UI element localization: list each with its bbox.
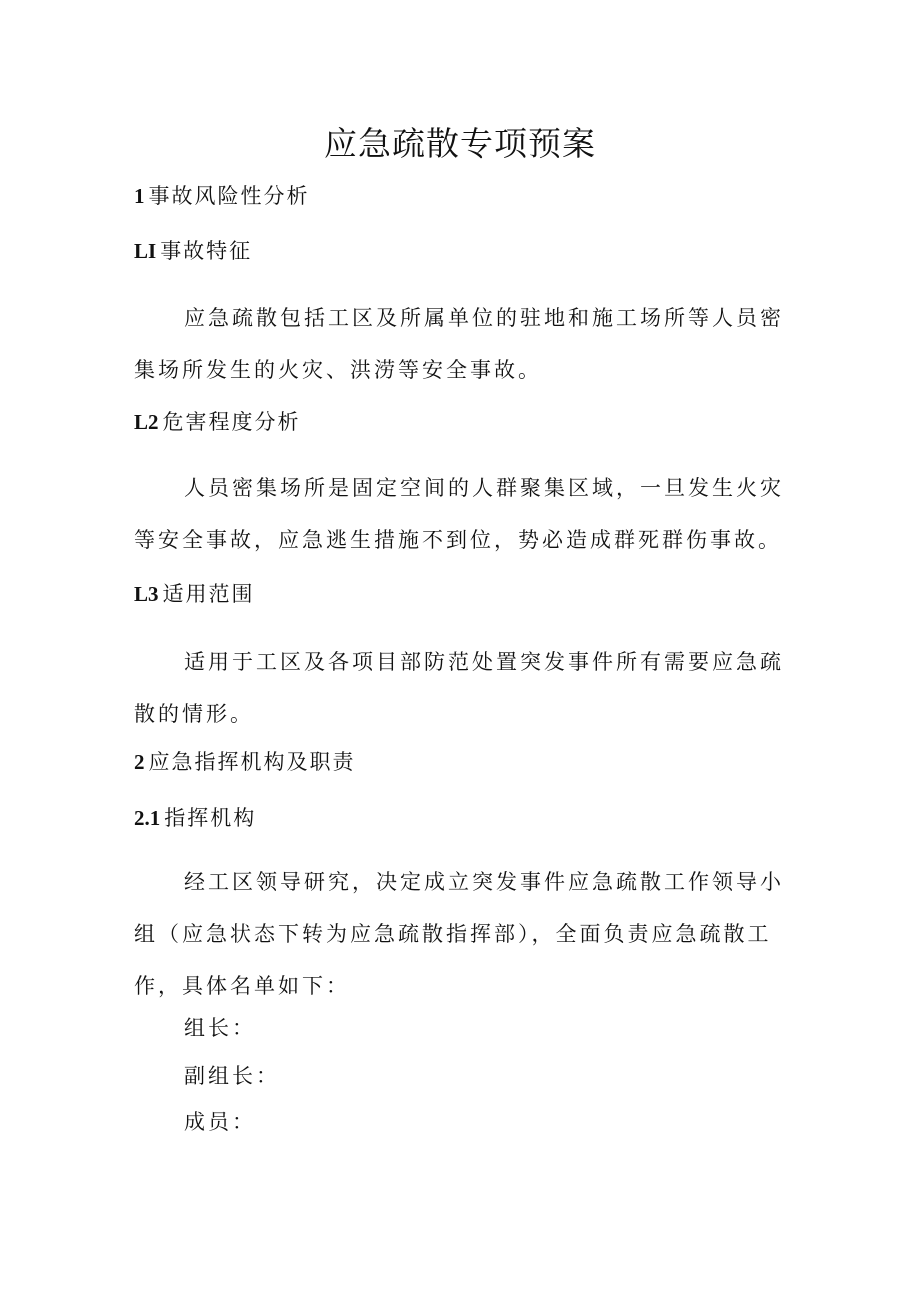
section-title: 危害程度分析 bbox=[162, 410, 301, 434]
section-number: LI bbox=[134, 239, 157, 263]
paragraph-command-structure: 经工区领导研究，决定成立突发事件应急疏散工作领导小组（应急状态下转为应急疏散指挥部），全面负责应急疏散工作，具体名单如下： bbox=[134, 870, 784, 998]
section-1-2-heading bbox=[134, 406, 301, 436]
section-2-1-heading bbox=[134, 802, 256, 832]
section-title: 指挥机构 bbox=[164, 806, 257, 830]
section-1-1-heading bbox=[134, 235, 252, 265]
deputy-leader-line: 副组长： bbox=[184, 1064, 280, 1088]
section-number: L2 bbox=[134, 410, 159, 434]
paragraph-scope: 适用于工区及各项目部防范处置突发事件所有需要应急疏散的情形。 bbox=[134, 650, 784, 726]
section-title: 事故风险性分析 bbox=[148, 184, 310, 208]
section-number: 1 bbox=[134, 184, 145, 208]
section-title: 适用范围 bbox=[162, 582, 255, 606]
group-leader-line: 组长： bbox=[184, 1016, 256, 1040]
section-1-3-heading bbox=[134, 578, 255, 608]
section-number: 2 bbox=[134, 750, 145, 774]
section-title: 事故特征 bbox=[160, 239, 253, 263]
section-title: 应急指挥机构及职责 bbox=[148, 750, 356, 774]
section-number: 2.1 bbox=[134, 806, 161, 830]
section-1-heading bbox=[134, 180, 310, 210]
paragraph-hazard-analysis: 人员密集场所是固定空间的人群聚集区域，一旦发生火灾等安全事故，应急逃生措施不到位，势必造成群死群伤事故。 bbox=[134, 476, 784, 552]
document-title: 应急疏散专项预案 bbox=[324, 124, 596, 163]
paragraph-accident-characteristics: 应急疏散包括工区及所属单位的驻地和施工场所等人员密集场所发生的火灾、洪涝等安全事故。 bbox=[134, 306, 784, 382]
section-2-heading bbox=[134, 746, 356, 776]
section-number: L3 bbox=[134, 582, 159, 606]
members-line: 成员： bbox=[184, 1110, 256, 1134]
